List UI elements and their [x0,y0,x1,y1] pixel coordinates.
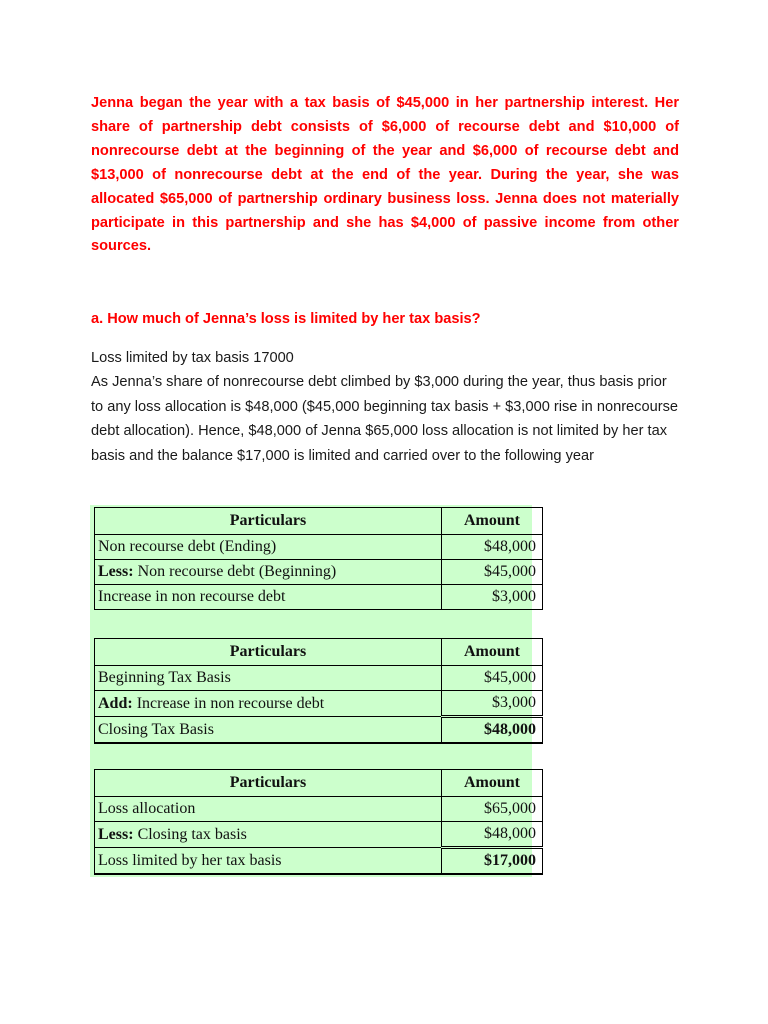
row-label-text: Loss limited by her tax basis [98,851,282,869]
table-row [95,797,543,822]
row-label [95,666,442,691]
table-row [95,585,543,610]
row-label [95,535,442,560]
particulars-header: Particulars [95,508,442,535]
table-header-row [95,639,543,666]
row-label [95,585,442,610]
table-total-row [95,848,543,875]
tax-basis-table [94,638,543,744]
row-label-text: Increase in non recourse debt [132,694,325,712]
amount-header: Amount [442,508,543,535]
row-label [95,822,442,848]
row-prefix: Add: [98,694,133,712]
loss-limit-table [94,769,543,875]
row-amount: $65,000 [442,797,543,822]
row-label [95,560,442,585]
row-label [95,691,442,717]
particulars-header: Particulars [95,639,442,666]
row-label-text: Beginning Tax Basis [98,669,231,686]
answer-explanation: As Jenna’s share of nonrecourse debt climbed by $3,000 during the year, thus basis prior to any loss allocation is $48,000 ($45,000 beginning tax basis + $3,000 rise in nonrecourse debt allocation). Hence, $48,000 of Jenna $65,000 loss allocation is not limited by her tax basis and the balance $17,000 is limited and carried over to the following year [91,374,678,464]
row-label-text: Non recourse debt (Ending) [98,538,277,555]
row-amount: $48,000 [442,717,543,744]
row-amount: $48,000 [442,535,543,560]
row-label-text: Non recourse debt (Beginning) [133,563,337,580]
row-amount: $3,000 [442,691,543,717]
calculation-tables [90,505,536,877]
table-row [95,822,543,848]
row-label [95,717,442,744]
row-amount: $17,000 [442,848,543,875]
row-label [95,797,442,822]
table-total-row [95,717,543,744]
particulars-header: Particulars [95,770,442,797]
table-row [95,535,543,560]
nonrecourse-debt-table [94,507,543,610]
row-amount: $45,000 [442,666,543,691]
row-label-text: Closing tax basis [133,825,247,843]
table-row [95,560,543,585]
row-label-text: Closing Tax Basis [98,720,214,738]
row-amount: $48,000 [442,822,543,848]
row-label [95,848,442,875]
problem-statement: Jenna began the year with a tax basis of $45,000 in her partnership interest. Her share of partnership debt consists of $6,000 of recourse debt and $10,000 of nonrecourse debt at the beginning of the year and $6,000 of recourse debt and $13,000 of nonrecourse debt at the end of the year. During the year, she was allocated $65,000 of partnership ordinary business loss. Jenna does not materially participate in this partnership and she has $4,000 of passive income from other sources. [91,95,679,255]
amount-header: Amount [442,770,543,797]
table-header-row [95,508,543,535]
row-amount: $45,000 [442,560,543,585]
answer-summary: Loss limited by tax basis 17000 [91,350,294,366]
row-prefix: Less: [98,563,134,580]
row-label-text: Increase in non recourse debt [98,588,286,605]
table-row [95,691,543,717]
row-amount: $3,000 [442,585,543,610]
answer-section [91,346,679,468]
row-label-text: Loss allocation [98,800,196,817]
sub-question-a: a. How much of Jenna’s loss is limited by her tax basis? [91,311,481,327]
row-prefix: Less: [98,825,134,843]
table-row [95,666,543,691]
table-header-row [95,770,543,797]
amount-header: Amount [442,639,543,666]
